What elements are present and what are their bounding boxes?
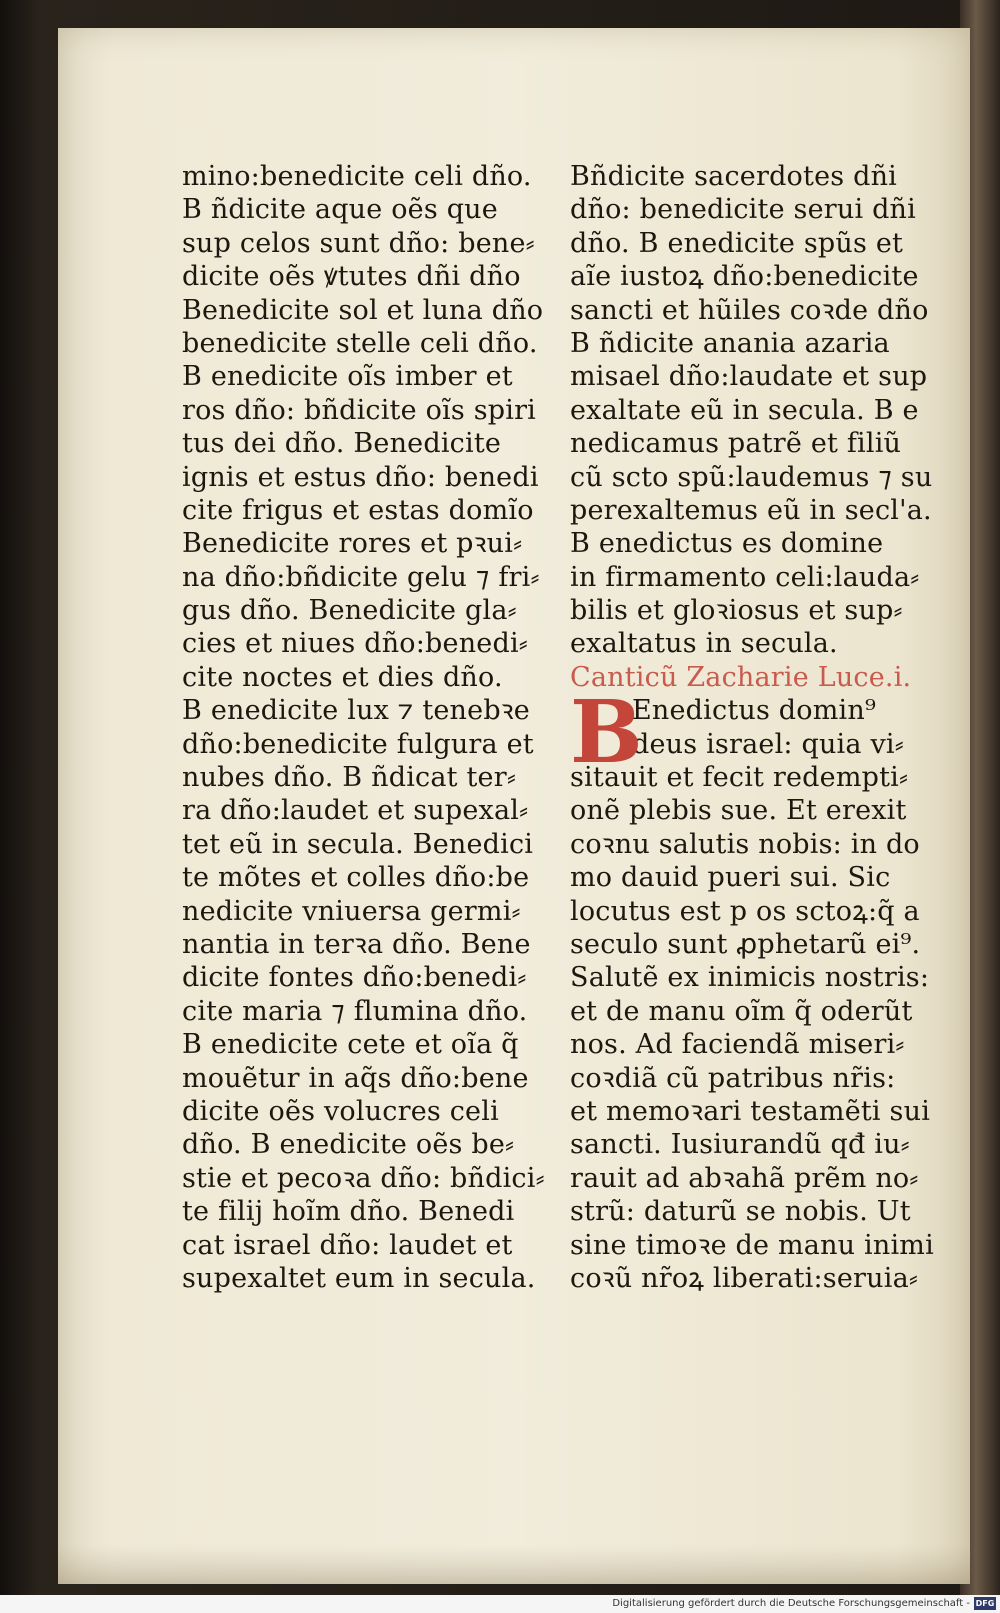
text-line: misael dño:laudate et sup	[570, 361, 928, 393]
text-line: exaltatus in secula.	[570, 628, 838, 660]
text-line: dño. B enedicite spũs et	[570, 227, 904, 259]
text-line: sine timoꝛe de manu inimi	[570, 1229, 934, 1261]
text-line: dño. B enedicite oẽs be⸗	[182, 1129, 515, 1161]
text-line: B enedictus es domine	[570, 528, 884, 560]
text-line: Bñdicite sacerdotes dñi	[570, 161, 897, 192]
text-line: tus dei dño. Benedicite	[182, 428, 502, 460]
text-line: mo dauid pueri sui. Sic	[570, 862, 891, 894]
text-line: cite frigus et estas domĩo	[182, 494, 534, 526]
text-line: strũ: daturũ se nobis. Ut	[570, 1196, 911, 1228]
text-line: benedicite stelle celi dño.	[182, 327, 538, 359]
text-line: stie et pecoꝛa dño: bñdici⸗	[182, 1162, 545, 1194]
text-line: coꝛdiã cũ patribus nr̃is:	[570, 1062, 896, 1094]
text-line: et de manu oĩm q̃ oderũt	[570, 995, 913, 1027]
canticle-heading: Canticũ Zacharie Luce.i.	[570, 661, 912, 693]
text-line: nedicamus patrẽ et filiũ	[570, 428, 902, 460]
text-line: dño:benedicite fulgura et	[182, 728, 534, 760]
text-line: Enedictus domin⁹	[632, 695, 876, 727]
text-line: nedicite vniuersa germi⸗	[182, 895, 521, 927]
text-line: Salutẽ ex inimicis nostris:	[570, 962, 930, 994]
text-line: ra dño:laudet et supexal⸗	[182, 795, 529, 827]
text-line: rauit ad abꝛahã prẽm no⸗	[570, 1162, 919, 1194]
text-line: sup celos sunt dño: bene⸗	[182, 227, 535, 259]
text-line: dicite oẽs ꝟtutes dñi dño	[182, 261, 521, 293]
text-line: B enedicite oĩs imber et	[182, 361, 513, 393]
text-line: cat israel dño: laudet et	[182, 1229, 513, 1261]
dfg-logo: DFG	[975, 1599, 995, 1608]
text-line: aĩe iustoꝝ dño:benedicite	[570, 261, 919, 293]
text-line: dicite oẽs volucres celi	[182, 1095, 499, 1127]
text-line: B ñdicite aque oẽs que	[182, 194, 498, 226]
text-line: nubes dño. B ñdicat ter⸗	[182, 762, 517, 794]
text-line: ignis et estus dño: benedi	[182, 461, 539, 493]
text-line: Benedicite rores et pꝛui⸗	[182, 528, 523, 560]
text-line: Benedicite sol et luna dño	[182, 294, 544, 326]
text-line: coꝛnu salutis nobis: in do	[570, 828, 920, 860]
text-line: B ñdicite anania azaria	[570, 327, 890, 359]
text-line: te mõtes et colles dño:be	[182, 862, 530, 894]
left-text-column	[182, 160, 612, 1295]
text-line: mino:benedicite celi dño.	[182, 161, 532, 192]
text-line: exaltate eũ in secula. B e	[570, 394, 919, 426]
text-line: sancti. Iusiurandũ qđ iu⸗	[570, 1129, 910, 1161]
text-line: coꝛũ nr̃oꝝ liberati:seruia⸗	[570, 1262, 919, 1294]
footer-credit: Digitalisierung gefördert durch die Deutsche Forschungsgemeinschaft -	[612, 1598, 970, 1609]
text-line: B enedicite lux ⁊ tenebꝛe	[182, 695, 530, 727]
text-line: seculo sunt ꝓphetarũ ei⁹.	[570, 928, 921, 960]
text-line: locutus est p os sctoꝝ:q̃ a	[570, 895, 920, 927]
right-text-column	[570, 160, 1000, 1295]
text-line: tet eũ in secula. Benedici	[182, 828, 534, 860]
text-line: cite maria ⁊ flumina dño.	[182, 995, 528, 1027]
text-line: cũ scto spũ:laudemus ⁊ su	[570, 461, 933, 493]
text-line: onẽ plebis sue. Et erexit	[570, 795, 907, 827]
text-line: dño: benedicite serui dñi	[570, 194, 916, 226]
text-line: et memoꝛari testamẽti sui	[570, 1095, 931, 1127]
text-line: dicite fontes dño:benedi⸗	[182, 962, 527, 994]
text-line: deus israel: quia vi⸗	[632, 728, 904, 760]
book-page	[58, 28, 970, 1584]
text-line: nos. Ad faciendã miseri⸗	[570, 1029, 905, 1061]
text-line: gus dño. Benedicite gla⸗	[182, 595, 517, 627]
text-line: ros dño: bñdicite oĩs spiri	[182, 394, 537, 426]
text-line: cite noctes et dies dño.	[182, 661, 503, 693]
text-line: cies et niues dño:benedi⸗	[182, 628, 528, 660]
text-line: bilis et gloꝛiosus et sup⸗	[570, 595, 903, 627]
text-line: B enedicite cete et oĩa q̃	[182, 1029, 519, 1061]
decorated-initial: B	[570, 682, 643, 784]
text-line: nantia in terꝛa dño. Bene	[182, 928, 531, 960]
digitization-footer	[0, 1595, 1000, 1613]
text-line: sancti et hũiles coꝛde dño	[570, 294, 929, 326]
text-line: in firmamento celi:lauda⸗	[570, 561, 920, 593]
text-line: perexaltemus eũ in secl'a.	[570, 494, 932, 526]
text-line: na dño:bñdicite gelu ⁊ fri⸗	[182, 561, 540, 593]
text-line: te filij hoĩm dño. Benedi	[182, 1196, 515, 1228]
text-line: sitauit et fecit redempti⸗	[570, 762, 909, 794]
text-line: mouẽtur in aq̃s dño:bene	[182, 1062, 529, 1094]
text-line: supexaltet eum in secula.	[182, 1262, 536, 1294]
